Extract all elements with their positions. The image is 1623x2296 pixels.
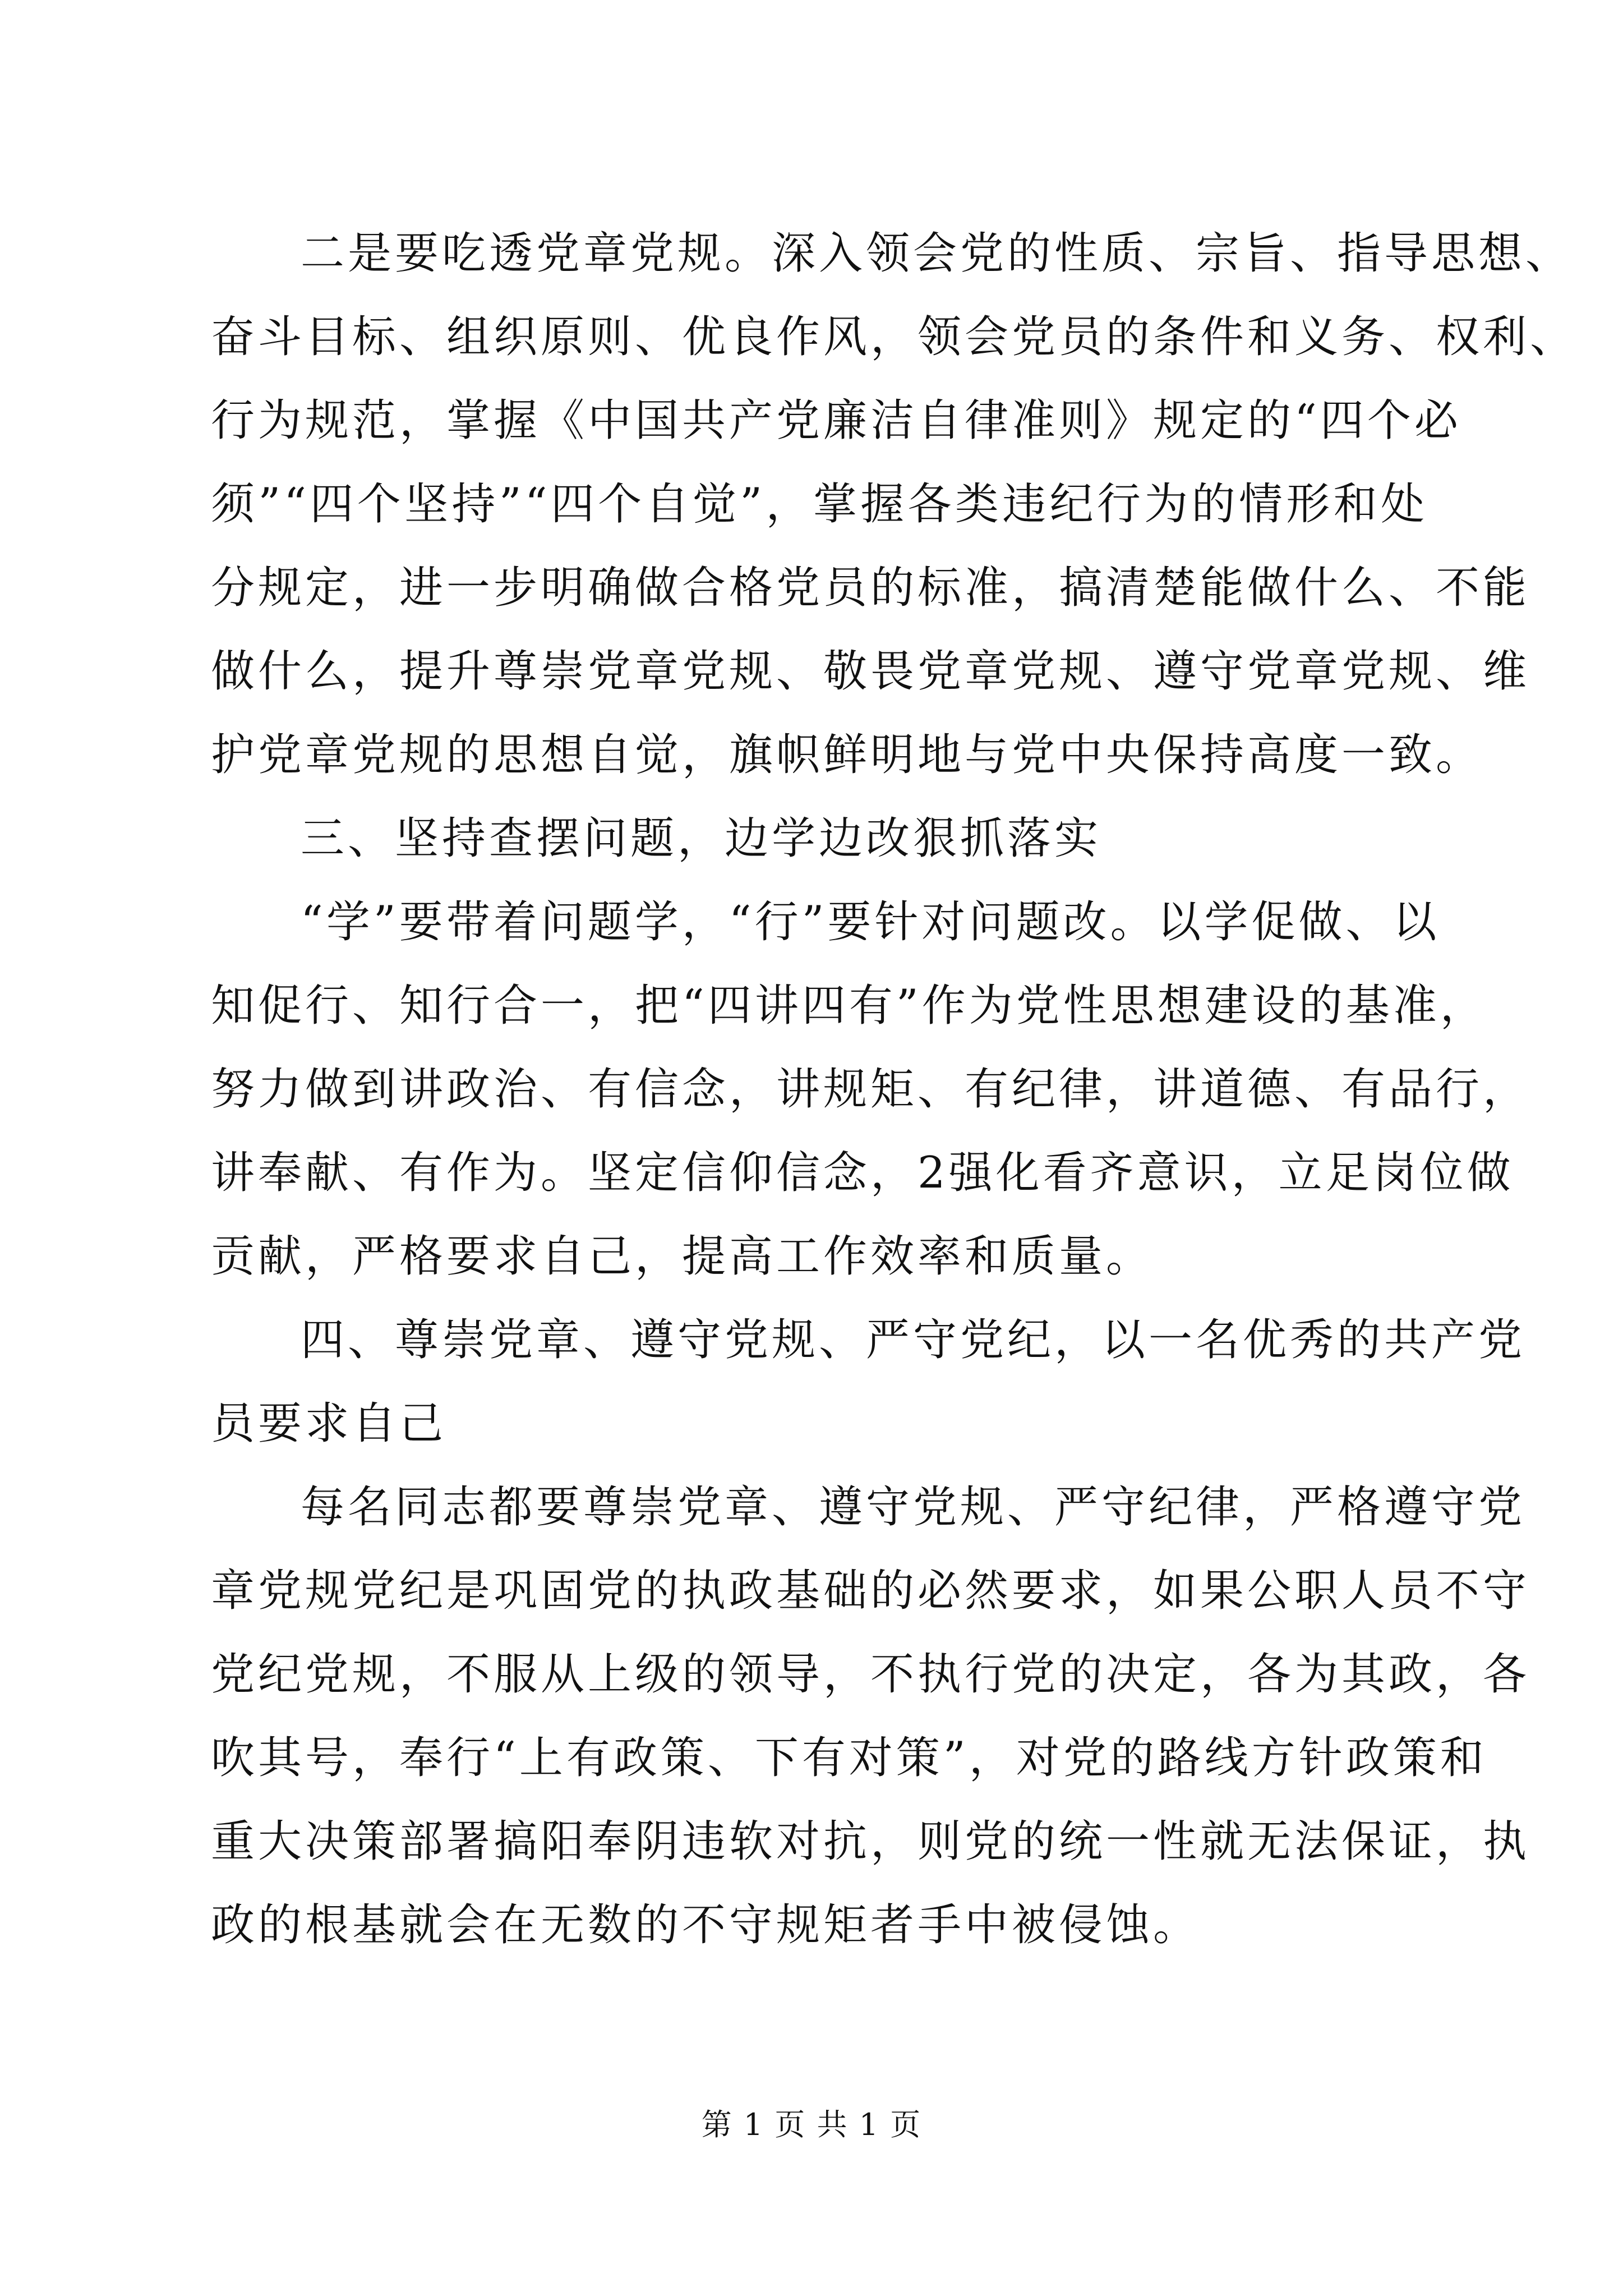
paragraph-line: 重大决策部署搞阳奉阴违软对抗，则党的统一性就无法保证，执 (211, 1816, 1530, 1867)
paragraph-line: “学”要带着问题学，“行”要针对问题改。以学促做、以 (301, 897, 1440, 947)
paragraph-line: 章党规党纪是巩固党的执政基础的必然要求，如果公职人员不守 (211, 1566, 1530, 1616)
paragraph-line: 护党章党规的思想自觉，旗帜鲜明地与党中央保持高度一致。 (211, 730, 1483, 780)
paragraph-line: 每名同志都要尊崇党章、遵守党规、严守纪律，严格遵守党 (301, 1482, 1526, 1533)
page-number-footer: 第 1 页 共 1 页 (701, 2107, 922, 2142)
paragraph-line: 政的根基就会在无数的不守规矩者手中被侵蚀。 (211, 1900, 1201, 1950)
section-heading: 三、坚持查摆问题，边学边改狠抓落实 (301, 813, 1102, 864)
paragraph-line: 吹其号，奉行“上有政策、下有对策”，对党的路线方针政策和 (211, 1733, 1487, 1783)
paragraph-line: 努力做到讲政治、有信念，讲规矩、有纪律，讲道德、有品行， (211, 1064, 1530, 1115)
paragraph-line: 分规定，进一步明确做合格党员的标准，搞清楚能做什么、不能 (211, 563, 1530, 613)
section-heading: 四、尊崇党章、遵守党规、严守党纪，以一名优秀的共产党 (301, 1315, 1526, 1365)
paragraph-line: 知促行、知行合一，把“四讲四有”作为党性思想建设的基准， (211, 981, 1487, 1031)
paragraph-line: 贡献，严格要求自己，提高工作效率和质量。 (211, 1231, 1154, 1282)
section-heading-continued: 员要求自己 (211, 1398, 447, 1449)
paragraph-line: 党纪党规，不服从上级的领导，不执行党的决定，各为其政，各 (211, 1649, 1530, 1700)
paragraph-line: 讲奉献、有作为。坚定信仰信念，2强化看齐意识，立足岗位做 (211, 1148, 1514, 1198)
paragraph-line: 行为规范，掌握《中国共产党廉洁自律准则》规定的“四个必 (211, 395, 1461, 446)
paragraph-line: 奋斗目标、组织原则、优良作风，领会党员的条件和义务、权利、 (211, 312, 1578, 362)
paragraph-line: 二是要吃透党章党规。深入领会党的性质、宗旨、指导思想、 (301, 228, 1573, 279)
paragraph-line: 做什么，提升尊崇党章党规、敬畏党章党规、遵守党章党规、维 (211, 646, 1530, 697)
document-body (211, 212, 1578, 1967)
paragraph-line: 须”“四个坚持”“四个自觉”，掌握各类违纪行为的情形和处 (211, 479, 1428, 530)
